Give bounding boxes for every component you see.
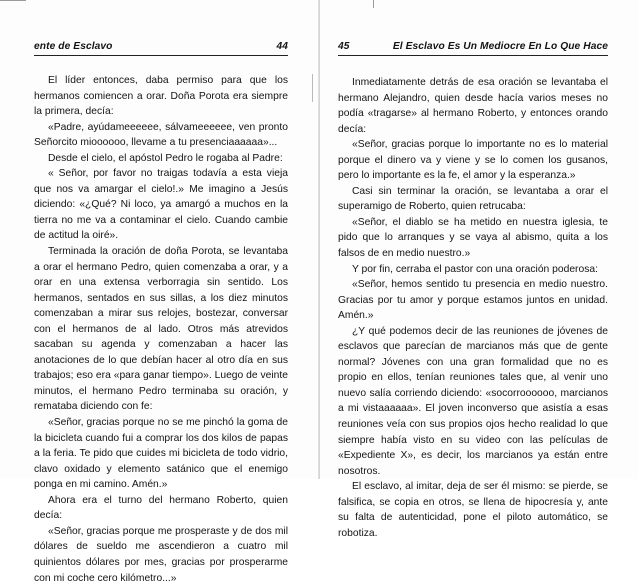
right-running-title: El Esclavo Es Un Mediocre En Lo Que Hace — [392, 41, 608, 52]
left-paragraph: Ahora era el turno del hermano Roberto, quien decía: — [34, 494, 288, 522]
right-page-number: 45 — [338, 41, 350, 52]
left-paragraph: «Señor, gracias porque me prosperaste y de dos mil dólares de sueldo me ascendieron a cuatro mil quinientos dólares por mes, gracias por prosperarme con mi coche cero kilómetro...» — [34, 525, 288, 584]
left-page-number: 44 — [276, 41, 288, 52]
left-paragraph: «Señor, gracias porque no se me pinchó la goma de la bicicleta cuando fui a comprar los dos kilos de papas a la feria. Te pido que cuides mi bicicleta de todo vidrio, clavo oxidado y elemento satánico que el enemigo ponga en mi camino. Amén.» — [34, 417, 288, 491]
left-page — [0, 0, 318, 584]
right-paragraph: Inmediatamente detrás de esa oración se levantaba el hermano Alejandro, quien desde hacía varios meses no podía «tragarse» al hermano Roberto, y entonces orando decía: — [338, 77, 608, 135]
right-paragraph: «Señor, el diablo se ha metido en nuestra iglesia, te pido que lo arranques y se vaya al abismo, quita a los falsos de en medio nuestro.» — [338, 216, 608, 260]
right-header-rule — [338, 55, 608, 56]
left-header-rule — [34, 55, 288, 56]
left-running-head — [34, 41, 288, 57]
right-paragraph: Casi sin terminar la oración, se levantaba a orar el superamigo de Roberto, quien retrucaba: — [338, 185, 608, 213]
right-page — [320, 0, 638, 539]
right-paragraph: Y por fin, cerraba el pastor con una oración poderosa: — [352, 263, 598, 275]
right-paragraph: El esclavo, al imitar, deja de ser él mismo: se pierde, se falsifica, se copia en otros, se llena de hipocresía y, ante su falta de autenticidad, pone el piloto automático, se robotiza. — [338, 481, 608, 539]
left-paragraph: «Padre, ayúdameeeeee, sálvameeeeee, ven pronto Señorcito mioooooo, llevame a tu presenciaaaaaa»... — [34, 121, 288, 149]
left-text-block — [34, 73, 288, 586]
right-text-block — [338, 75, 608, 541]
left-paragraph: « Señor, por favor no traigas todavía a esta vieja que nos va amargar el cielo!.» Me imagino a Jesús diciendo: «¿Qué? Ni loco, ya amargó a muchos en la tierra no me va a contaminar el cielo. Cuando cambie de actitud la oiré». — [34, 168, 288, 242]
gutter-shadow-mark — [312, 74, 313, 102]
right-paragraph: ¿Y qué podemos decir de las reuniones de jóvenes de esclavos que parecían de marcianos más que de gente normal? Jóvenes con una gran formalidad que no es propio en ellos, tenían reuniones tales que, al venir uno nuevo salía corriendo diciendo: «socorroooooo, marcianos a mi vistaaaaaa». El joven inconverso que asistía a esas reuniones veía con sus propios ojos hecho realidad lo que siempre había visto en su video con las películas de «Expediente X», es decir, los marcianos ya están entre nosotros. — [338, 325, 608, 477]
right-running-head — [338, 41, 608, 57]
left-paragraph: Terminada la oración de doña Porota, se levantaba a orar el hermano Pedro, quien comenzaba a orar, y a orar en una extensa verborragia sin sentido. Los hermanos, sentados en sus sillas, a los diez minutos comenzaban a mirar sus relojes, bostezar, conversar con el hermanos de al lado. Otros más atrevidos sacaban su agenda y comenzaban a hacer las anotaciones de lo que debían hacer al otro día en sus trabajos; eso era «para ganar tiempo». Luego de veinte minutos, el hermano Pedro terminaba su oración, y remataba diciendo con fe: — [34, 246, 288, 413]
left-running-title: ente de Esclavo — [34, 41, 113, 52]
left-paragraph: Desde el cielo, el apóstol Pedro le rogaba al Padre: — [48, 152, 283, 164]
right-paragraph: «Señor, gracias porque lo importante no es lo material porque el dinero va y viene y se lo comen los gusanos, pero lo importante es la fe, el amor y la esperanza.» — [338, 139, 608, 182]
right-paragraph: «Señor, hemos sentido tu presencia en medio nuestro. Gracias por tu amor y porque estamos juntos en unidad. Amén.» — [338, 279, 608, 322]
left-paragraph: El líder entonces, daba permiso para que los hermanos comiencen a orar. Doña Porota era siempre la primera, decía: — [34, 75, 288, 118]
